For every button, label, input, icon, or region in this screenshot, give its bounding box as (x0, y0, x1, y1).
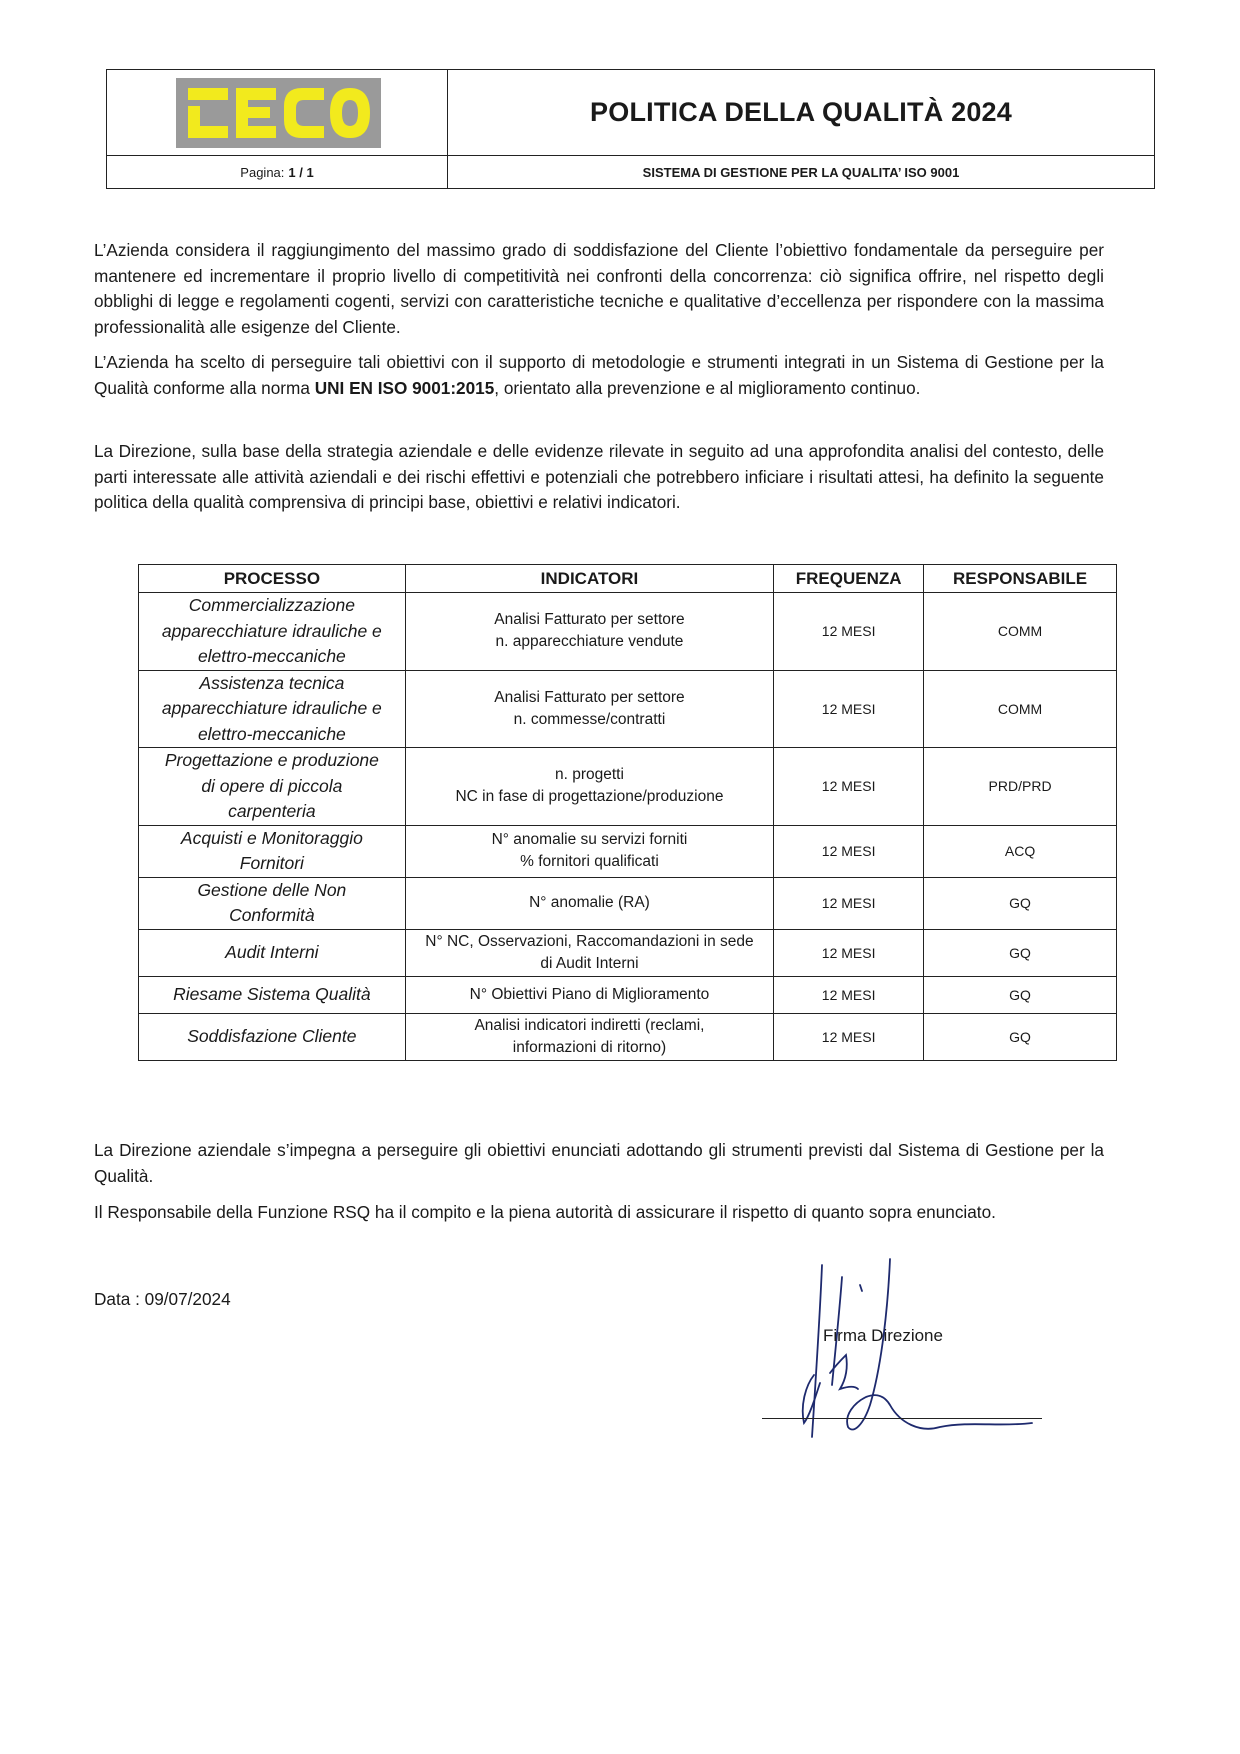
indicatore-line: Analisi Fatturato per settore (494, 611, 685, 629)
cell-frequenza: 12 MESI (774, 929, 924, 976)
responsibility-paragraph: Il Responsabile della Funzione RSQ ha il compito e la piena autorità di assicurare il rispetto di quanto sopra enunciato. (94, 1202, 996, 1222)
iso-norm-reference: UNI EN ISO 9001:2015 (314, 377, 495, 398)
table-header-row (139, 565, 1117, 593)
column-header-indicatori: INDICATORI (405, 565, 773, 593)
signature-line (762, 1418, 1042, 1419)
cell-frequenza: 12 MESI (774, 670, 924, 748)
processo-line: Audit Interni (225, 941, 319, 962)
processo-line: di opere di piccola (201, 775, 343, 796)
indicatore-line: Analisi indicatori indiretti (reclami, (474, 1016, 705, 1034)
indicatore-line: N° NC, Osservazioni, Raccomandazioni in sede (425, 932, 754, 950)
processo-line: elettro-meccaniche (197, 646, 346, 666)
indicatore-line: N° Obiettivi Piano di Miglioramento (469, 985, 710, 1003)
table-row (139, 976, 1117, 1013)
intro-paragraph: L’Azienda considera il raggiungimento del massimo grado di soddisfazione del Cliente l’obiettivo fondamentale da perseguire per mantenere ed incrementare il proprio livello di competitività nei confronti della concorrenza: ciò significa offrire, nel rispetto degli obblighi di legge e regolamenti cogenti, servizi con caratteristiche tecniche e qualitative d’eccellenza per rispondere con la massima professionalità alle esigenze del Cliente. (94, 240, 1104, 337)
system-paragraph-text-2: , orientato alla prevenzione e al miglioramento continuo. (494, 377, 921, 398)
cell-responsabile: PRD/PRD (924, 748, 1117, 826)
cell-frequenza: 12 MESI (774, 593, 924, 671)
direction-paragraph: La Direzione, sulla base della strategia aziendale e delle evidenze rilevate in seguito ad una approfondita analisi del contesto, delle parti interessate alle attività aziendali e dei rischi effettivi e potenziali che potrebbero inficiare i risultati attesi, ha definito la seguente politica della qualità comprensiva di principi base, obiettivi e relativi indicatori. (94, 441, 1104, 512)
processo-line: Commercializzazione (188, 595, 356, 615)
teco-logo-mark (184, 82, 374, 144)
cell-processo (139, 670, 406, 748)
cell-indicatori (405, 670, 773, 748)
processo-line: Assistenza tecnica (199, 672, 345, 693)
table-body (139, 593, 1117, 1061)
indicatore-line: n. progetti (555, 766, 624, 784)
indicatore-line: N° anomalie (RA) (529, 894, 650, 911)
document-header (106, 69, 1155, 189)
indicatore-line: % fornitori qualificati (520, 853, 659, 870)
commitment-paragraph: La Direzione aziendale s’impegna a perseguire gli obiettivi enunciati adottando gli strumenti previsti dal Sistema di Gestione per la Qualità. (94, 1140, 1104, 1186)
processo-line: Progettazione e produzione (164, 750, 379, 770)
quality-objectives-table (138, 564, 1117, 1061)
column-header-frequenza: FREQUENZA (774, 565, 924, 593)
indicatore-line: Analisi Fatturato per settore (494, 688, 685, 706)
indicatore-line: informazioni di ritorno) (512, 1038, 667, 1056)
processo-line: Soddisfazione Cliente (187, 1025, 357, 1046)
cell-processo (139, 929, 406, 976)
cell-indicatori (405, 976, 773, 1013)
management-system-name: SISTEMA DI GESTIONE PER LA QUALITA’ ISO 9001 (642, 164, 960, 180)
column-header-processo: PROCESSO (139, 565, 406, 593)
cell-responsabile: GQ (924, 877, 1117, 929)
cell-frequenza: 12 MESI (774, 1013, 924, 1060)
company-logo (176, 78, 381, 148)
document-title: POLITICA DELLA QUALITÀ 2024 (590, 97, 1012, 127)
cell-frequenza: 12 MESI (774, 976, 924, 1013)
page-label: Pagina: (240, 164, 285, 180)
processo-line: Gestione delle Non (197, 879, 347, 900)
table-row (139, 670, 1117, 748)
processo-line: apparecchiature idrauliche e (161, 698, 382, 718)
processo-line: Conformità (229, 905, 315, 925)
processo-line: carpenteria (228, 801, 316, 821)
signature-label: Firma Direzione (823, 1326, 943, 1345)
cell-responsabile: COMM (924, 593, 1117, 671)
indicatore-line: NC in fase di progettazione/produzione (455, 788, 724, 806)
table-row (139, 929, 1117, 976)
cell-processo (139, 976, 406, 1013)
cell-responsabile: ACQ (924, 825, 1117, 877)
document-date: Data : 09/07/2024 (94, 1289, 231, 1309)
system-paragraph-text-1: L’Azienda ha scelto di perseguire tali obiettivi con il supporto di metodologie e strumenti integrati in un Sistema di Gestione per la Qualità conforme alla norma (94, 352, 1104, 398)
indicatore-line: n. commesse/contratti (513, 710, 666, 728)
handwritten-signature (770, 1255, 1050, 1455)
indicatore-line: N° anomalie su servizi forniti (491, 831, 688, 848)
cell-responsabile: GQ (924, 976, 1117, 1013)
table-row (139, 825, 1117, 877)
page-indicator (107, 156, 447, 188)
cell-processo (139, 748, 406, 826)
system-paragraph (94, 350, 1104, 401)
processo-line: Fornitori (239, 853, 304, 873)
page-number: 1 / 1 (288, 164, 314, 180)
table-row (139, 748, 1117, 826)
cell-indicatori (405, 748, 773, 826)
processo-line: Acquisti e Monitoraggio (180, 827, 363, 848)
cell-indicatori (405, 593, 773, 671)
cell-processo (139, 593, 406, 671)
table-row (139, 877, 1117, 929)
cell-indicatori (405, 877, 773, 929)
cell-indicatori (405, 929, 773, 976)
cell-processo (139, 877, 406, 929)
column-header-responsabile: RESPONSABILE (924, 565, 1117, 593)
cell-responsabile: GQ (924, 929, 1117, 976)
cell-responsabile: GQ (924, 1013, 1117, 1060)
processo-line: Riesame Sistema Qualità (173, 983, 371, 1004)
table-row (139, 593, 1117, 671)
table-row (139, 1013, 1117, 1060)
processo-line: apparecchiature idrauliche e (161, 620, 382, 641)
cell-indicatori (405, 825, 773, 877)
cell-frequenza: 12 MESI (774, 748, 924, 826)
cell-frequenza: 12 MESI (774, 825, 924, 877)
cell-indicatori (405, 1013, 773, 1060)
cell-processo (139, 1013, 406, 1060)
cell-frequenza: 12 MESI (774, 877, 924, 929)
indicatore-line: n. apparecchiature vendute (495, 633, 684, 651)
cell-processo (139, 825, 406, 877)
indicatore-line: di Audit Interni (540, 954, 639, 972)
cell-responsabile: COMM (924, 670, 1117, 748)
processo-line: elettro-meccaniche (197, 723, 346, 744)
